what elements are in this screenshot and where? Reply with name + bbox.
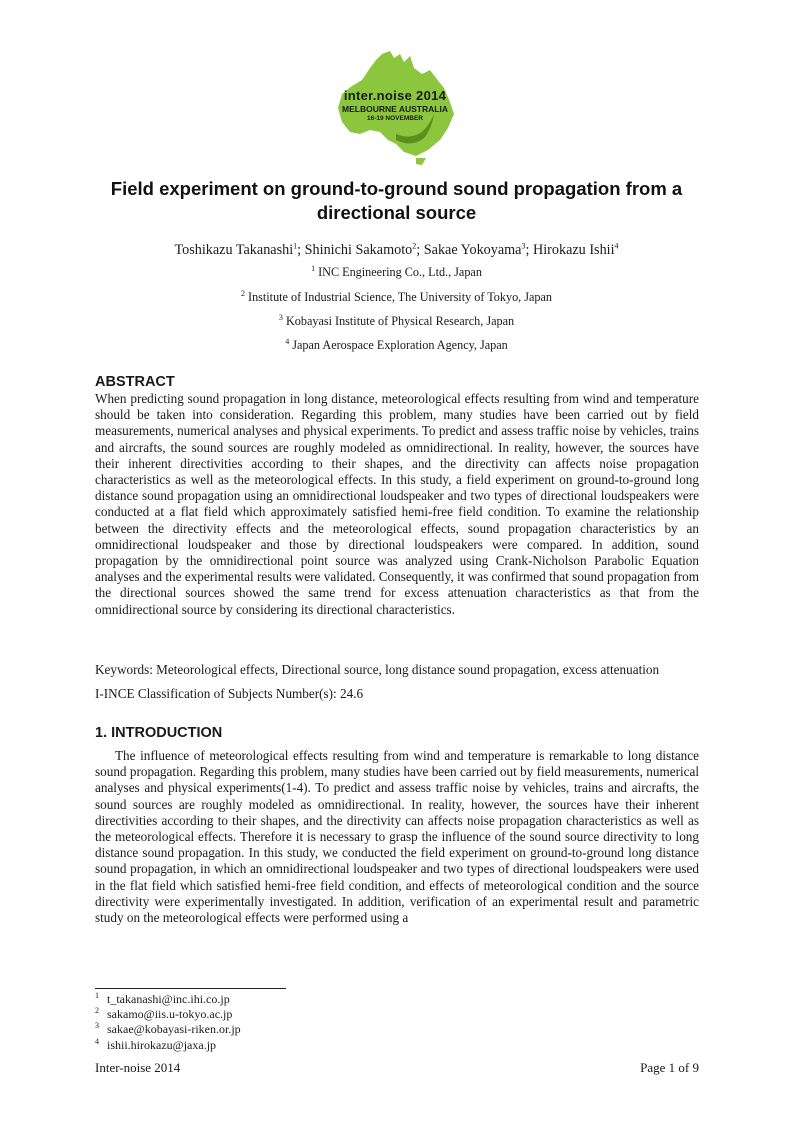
author-mark: 1 xyxy=(293,241,298,251)
logo-line-1: inter.noise 2014 xyxy=(343,88,447,103)
introduction-text: The influence of meteorological effects resulting from wind and temperature is remarkable to long distance sound propagation. Regarding this problem, many studies have been carried out by field measurements, numerical analyses and physical experiments(1-4). To predict and assess traffic noise by vehicles, trains and aircrafts, the sound sources are roughly modeled as omnidirectional. In reality, however, the sources have their inherent directivities according to their shapes, and the directivity can affects noise propagation characteristics as well as the meteorological effects. Therefore it is necessary to grasp the influence of the sound source directivity to long distance sound propagation. In this study, we conducted the field experiment on ground-to-ground long distance sound propagation, in which an omnidirectional loudspeaker and two types of directional loudspeakers were used in the flat field which satisfied hemi-free field condition, and effects of meteorological condition and the source directivity were experimentally investigated. In addition, verification of an experimental result and parametric study on the meteorological effects were performed using a xyxy=(95,748,699,926)
affiliation-text: Institute of Industrial Science, The University of Tokyo, Japan xyxy=(248,290,553,304)
author-list xyxy=(95,241,698,259)
affiliation-mark: 3 xyxy=(278,312,283,322)
affiliation-text: INC Engineering Co., Ltd., Japan xyxy=(318,265,482,279)
footnote-item: 3 sakae@kobayasi-riken.or.jp xyxy=(95,1021,241,1037)
author-separator: ; xyxy=(525,242,533,258)
affiliation-3 xyxy=(95,313,698,329)
footnote-email: sakae@kobayasi-riken.or.jp xyxy=(107,1022,241,1037)
author-mark: 2 xyxy=(412,241,417,251)
author-name: Sakae Yokoyama xyxy=(423,242,522,258)
affiliation-1 xyxy=(95,264,698,280)
abstract-text: When predicting sound propagation in long distance, meteorological effects resulting from wind and temperature should be taken into consideration. Regarding this problem, many studies have been carried out by field measurements, numerical analyses and physical experiments. To predict and assess traffic noise by vehicles, trains and aircrafts, the sound sources are roughly modeled as omnidirectional. In reality, however, the sources have their inherent directivities according to their shapes, and the directivity can affects noise propagation characteristics as well as the meteorological effects. In this study, a field experiment on ground-to-ground long distance sound propagation using an omnidirectional loudspeaker and two types of directional loudspeakers were conducted at a flat field which approximately satisfied hemi-free field condition. To examine the relationship between the directivity effects and the meteorological effects, sound propagation characteristics by an omnidirectional loudspeaker and those by directional loudspeakers were compared. In addition, sound propagation by the omnidirectional point source was analyzed using Crank-Nicholson Parabolic Equation analyses and the experimental results were validated. Consequently, it was confirmed that sound propagation from the directional sources showed the same trend for excess attenuation characteristics as that from the omnidirectional source by considering its directional characteristics. xyxy=(95,391,699,617)
footnote-divider xyxy=(95,988,286,989)
affiliation-mark: 2 xyxy=(240,288,245,298)
affiliation-text: Japan Aerospace Exploration Agency, Japan xyxy=(292,338,508,352)
footnote-item: 4 ishii.hirokazu@jaxa.jp xyxy=(95,1036,217,1052)
footer-page-number: Page 1 of 9 xyxy=(640,1060,699,1075)
abstract-heading: ABSTRACT xyxy=(95,374,175,390)
author-separator: ; xyxy=(297,242,305,258)
footnote-item: 2 sakamo@iis.u-tokyo.ac.jp xyxy=(95,1006,233,1022)
footnote-email: sakamo@iis.u-tokyo.ac.jp xyxy=(107,1007,233,1022)
keywords: Keywords: Meteorological effects, Directional source, long distance sound propagation, excess attenuation xyxy=(95,662,660,677)
paper-title: Field experiment on ground-to-ground sound propagation from a directional source xyxy=(110,178,683,223)
author-separator: ; xyxy=(416,242,424,258)
author-mark: 3 xyxy=(521,241,526,251)
author-name: Shinichi Sakamoto xyxy=(304,242,413,258)
affiliation-2 xyxy=(95,289,698,305)
logo-line-2: MELBOURNE AUSTRALIA xyxy=(342,104,448,114)
affiliation-4 xyxy=(95,337,698,353)
author-name: Hirokazu Ishii xyxy=(532,242,615,258)
footnote-item: 1 t_takanashi@inc.ihi.co.jp xyxy=(95,991,230,1006)
author-mark: 4 xyxy=(614,241,619,251)
tasmania-shape xyxy=(416,158,426,165)
footer-conference: Inter-noise 2014 xyxy=(95,1060,181,1075)
affiliation-mark: 4 xyxy=(285,336,290,346)
affiliation-mark: 1 xyxy=(311,263,316,273)
footnote-email: t_takanashi@inc.ihi.co.jp xyxy=(107,992,230,1006)
footnotes xyxy=(95,992,241,1053)
logo-line-3: 16-19 NOVEMBER xyxy=(367,115,423,122)
footnote-email: ishii.hirokazu@jaxa.jp xyxy=(107,1037,217,1052)
affiliation-text: Kobayasi Institute of Physical Research, Japan xyxy=(285,314,515,328)
classification: I-INCE Classification of Subjects Number(s): 24.6 xyxy=(95,686,364,701)
author-name: Toshikazu Takanashi xyxy=(174,242,294,258)
conference-logo xyxy=(330,48,460,166)
introduction-heading: 1. INTRODUCTION xyxy=(95,725,223,741)
